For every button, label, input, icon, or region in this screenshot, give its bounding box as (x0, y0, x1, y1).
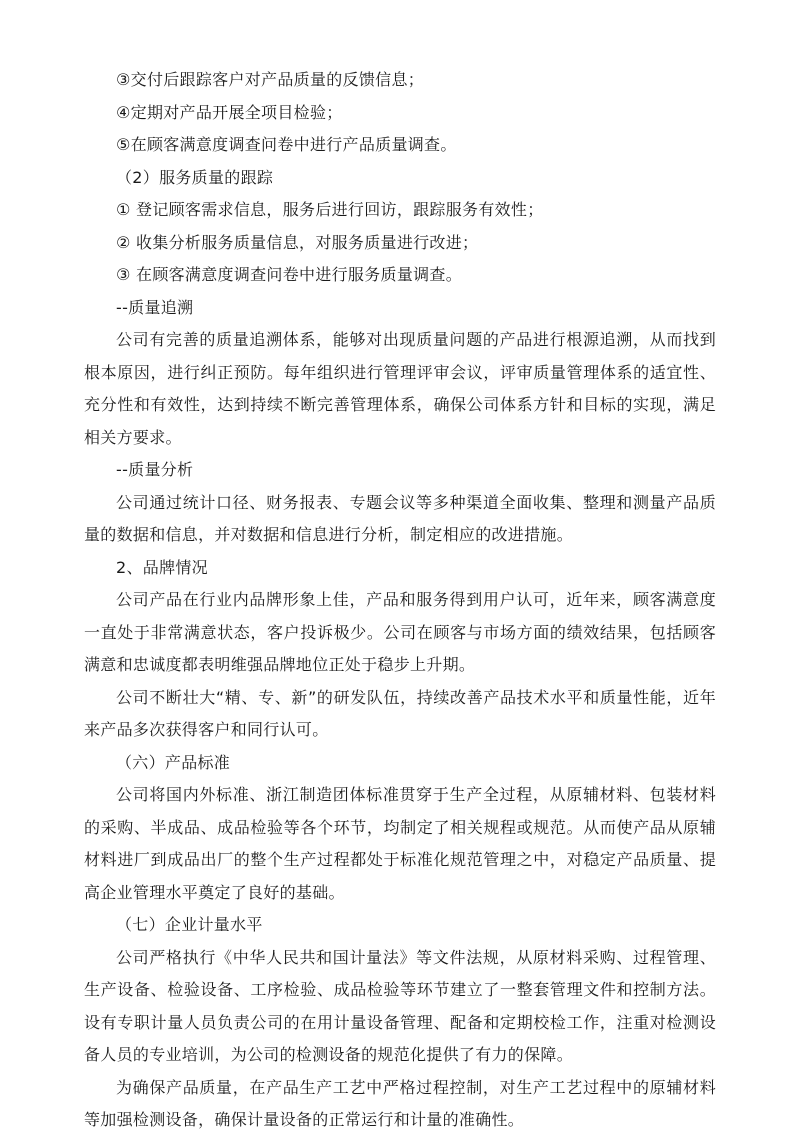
list-item: ① 登记顾客需求信息，服务后进行回访，跟踪服务有效性； (116, 200, 544, 219)
paragraph: 公司将国内外标准、浙江制造团体标准贯穿于生产全过程，从原辅材料、包装材料的采购、半成品、成品检验等各个环节，均制定了相关规程或规范。从而使产品从原辅材料进厂到成品出厂的整个生产过程都处于标准化规范管理之中，对稳定产品质量、提高企业管理水平奠定了良好的基础。 (84, 785, 716, 902)
list-item: ② 收集分析服务质量信息，对服务质量进行改进； (116, 232, 479, 252)
list-item: （2）服务质量的跟踪 (116, 167, 274, 187)
list-item: --质量追溯 (116, 297, 194, 317)
list-item: ⑤在顾客满意度调查问卷中进行产品质量调查。 (116, 135, 457, 154)
paragraph: 为确保产品质量，在产品生产工艺中严格过程控制，对生产工艺过程中的原辅材料等加强检测设备，确保计量设备的正常运行和计量的准确性。 (84, 1077, 716, 1129)
paragraph: 公司产品在行业内品牌形象上佳，产品和服务得到用户认可，近年来，顾客满意度一直处于非常满意状态，客户投诉极少。公司在顾客与市场方面的绩效结果，包括顾客满意和忠诚度都表明维强品牌地位正处于稳步上升期。 (84, 590, 716, 674)
list-item: ③ 在顾客满意度调查问卷中进行服务质量调查。 (116, 265, 463, 284)
paragraph: 公司不断壮大“精、专、新”的研发队伍，持续改善产品技术水平和质量性能，近年来产品多次获得客户和同行认可。 (84, 687, 716, 739)
list-item: ③交付后跟踪客户对产品质量的反馈信息； (116, 70, 425, 89)
list-item: --质量分析 (116, 460, 194, 479)
paragraph: 公司严格执行《中华人民共和国计量法》等文件法规，从原材料采购、过程管理、生产设备、检验设备、工序检验、成品检验等环节建立了一整套管理文件和控制方法。设有专职计量人员负责公司的在用计量设备管理、配备和定期校检工作，注重对检测设备人员的专业培训，为公司的检测设备的规范化提供了有力的保障。 (84, 947, 716, 1064)
list-item: （七）企业计量水平 (116, 915, 263, 934)
list-item: （六）产品标准 (116, 752, 231, 772)
paragraph: 公司有完善的质量追溯体系，能够对出现质量问题的产品进行根源追溯，从而找到根本原因，进行纠正预防。每年组织进行管理评审会议，评审质量管理体系的适宜性、充分性和有效性，达到持续不断完善管理体系，确保公司体系方针和目标的实现，满足相关方要求。 (84, 330, 716, 447)
list-item: 2、品牌情况 (116, 557, 208, 577)
document-body (84, 64, 716, 1137)
list-item: ④定期对产品开展全项目检验； (116, 102, 343, 122)
paragraph: 公司通过统计口径、财务报表、专题会议等多种渠道全面收集、整理和测量产品质量的数据和信息，并对数据和信息进行分析，制定相应的改进措施。 (84, 492, 716, 544)
